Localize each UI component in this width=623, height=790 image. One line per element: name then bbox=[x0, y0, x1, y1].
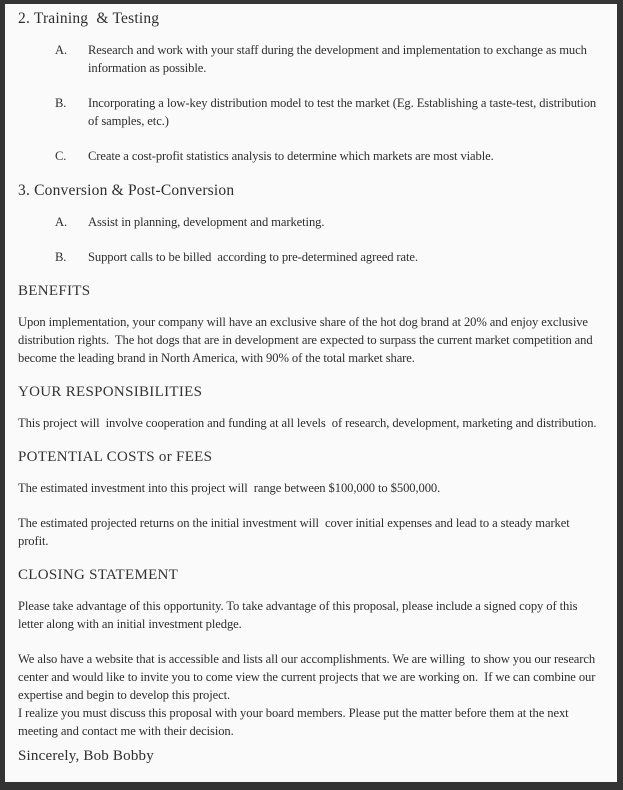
list-letter: A. bbox=[55, 43, 68, 57]
training-item-b bbox=[55, 94, 600, 130]
list-text: Create a cost-profit statistics analysis to determine which markets are most viable. bbox=[88, 149, 494, 163]
training-item-c bbox=[55, 147, 600, 165]
heading-training-testing: 2. Training & Testing bbox=[18, 10, 160, 27]
list-letter: C. bbox=[55, 149, 67, 163]
conversion-item-a bbox=[55, 213, 600, 231]
signature-line: Sincerely, Bob Bobby bbox=[18, 748, 154, 764]
list-text: Research and work with your staff during the development and implementation to exchange as much information as possible. bbox=[88, 43, 590, 75]
conversion-item-b bbox=[55, 248, 600, 266]
list-letter: B. bbox=[55, 96, 67, 110]
heading-responsibilities: YOUR RESPONSIBILITIES bbox=[18, 384, 203, 400]
heading-benefits: BENEFITS bbox=[18, 283, 91, 299]
closing-paragraph-1: Please take advantage of this opportunity. To take advantage of this proposal, please include a signed copy of this letter along with an initial investment pledge. bbox=[18, 599, 581, 631]
responsibilities-paragraph: This project will involve cooperation and funding at all levels of research, development, marketing and distribution. bbox=[18, 416, 597, 430]
list-letter: A. bbox=[55, 215, 68, 229]
costs-paragraph-1: The estimated investment into this project will range between $100,000 to $500,000. bbox=[18, 481, 441, 495]
list-text: Incorporating a low-key distribution model to test the market (Eg. Establishing a taste-test, distribution of samples, etc.) bbox=[88, 96, 600, 128]
heading-closing: CLOSING STATEMENT bbox=[18, 567, 179, 583]
list-text: Support calls to be billed according to pre-determined agreed rate. bbox=[88, 250, 418, 264]
closing-paragraph-3: I realize you must discuss this proposal with your board members. Please put the matter before them at the next meeting and contact me with their decision. bbox=[18, 706, 572, 738]
training-item-a bbox=[55, 41, 600, 77]
list-text: Assist in planning, development and marketing. bbox=[88, 215, 325, 229]
benefits-paragraph: Upon implementation, your company will have an exclusive share of the hot dog brand at 20% and enjoy exclusive distribution rights. The hot dogs that are in development are expected to surpass the current market competition and become the leading brand in North America, with 90% of the total market share. bbox=[18, 315, 596, 365]
heading-conversion: 3. Conversion & Post-Conversion bbox=[18, 182, 235, 199]
list-letter: B. bbox=[55, 250, 67, 264]
costs-paragraph-2: The estimated projected returns on the initial investment will cover initial expenses and lead to a steady market profit. bbox=[18, 516, 573, 548]
closing-paragraph-2: We also have a website that is accessible and lists all our accomplishments. We are willing to show you our research center and would like to invite you to come view the current projects that we are working on. If we can combine our expertise and begin to develop this project. bbox=[18, 652, 599, 702]
heading-costs: POTENTIAL COSTS or FEES bbox=[18, 449, 213, 465]
